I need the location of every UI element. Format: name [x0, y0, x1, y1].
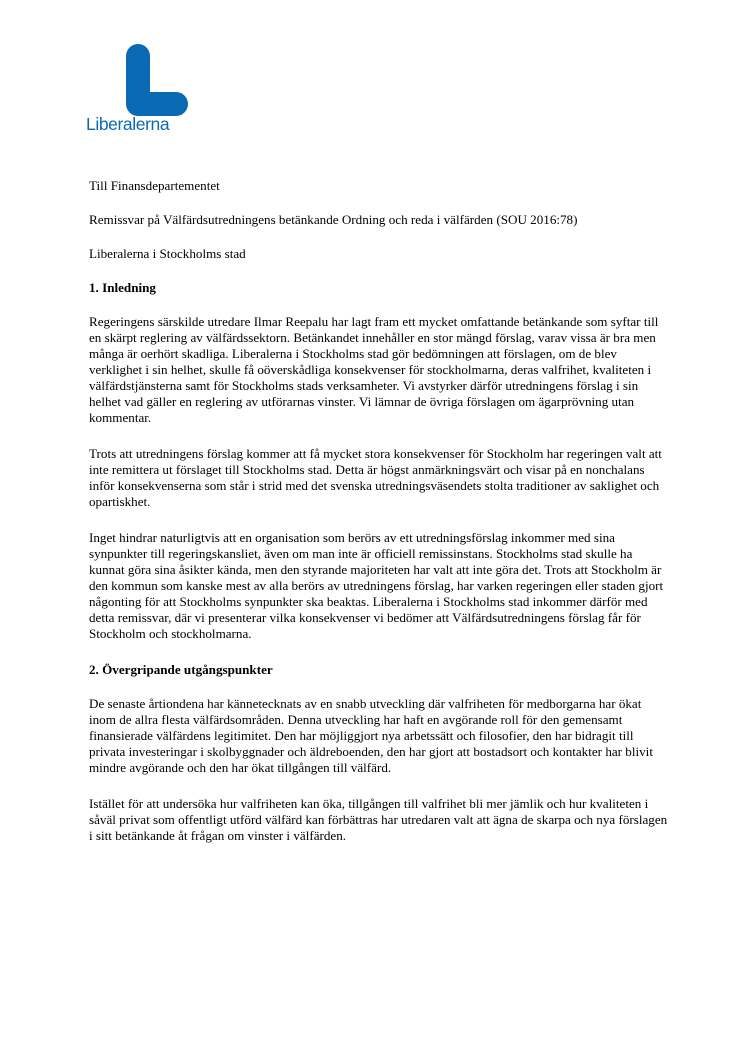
liberalerna-logo	[86, 44, 196, 136]
letter-body	[89, 178, 669, 864]
section-heading-utgangspunkter: 2. Övergripande utgångspunkter	[89, 662, 273, 677]
paragraph: Inget hindrar naturligtvis att en organisation som berörs av ett utredningsförslag inkommer med sina synpunkter till regeringskansliet, även om man inte är officiell remissinstans. Stockholms stad skulle ha kunnat göra sina åsikter kända, men den styrande majoriteten har valt att inte göra det. Trots att Stockholm är den kommun som kanske mest av alla berörs av utredningens förslag, har varken regeringen eller staden gjort någonting för att Stockholms synpunkter ska beaktas. Liberalerna i Stockholms stad inkommer därför med detta remissvar, där vi presenterar vilka konsekvenser vi bedömer att Välfärdsutredningens förslag får för Stockholm och stockholmarna.	[89, 530, 664, 641]
paragraph: Trots att utredningens förslag kommer att få mycket stora konsekvenser för Stockholm har regeringen valt att inte remittera ut förslaget till Stockholms stad. Detta är högst anmärkningsvärt och visar på en nonchalans inför konsekvenserna som står i strid med det svenska utredningsväsendets stolta traditioner av saklighet och opartiskhet.	[89, 446, 662, 509]
liberalerna-l-logo-icon	[126, 44, 188, 116]
sender-line: Liberalerna i Stockholms stad	[89, 246, 246, 261]
paragraph: De senaste årtiondena har kännetecknats av en snabb utveckling där valfriheten för medborgarna har ökat inom de allra flesta välfärdsområden. Denna utveckling har haft en avgörande roll för den gemensamt finansierade välfärdens legitimitet. Den har möjliggjort nya arbetssätt och filosofier, den har bidragit till privata investeringar i skolbyggnader och äldreboenden, den har gjort att bostadsort och kontakter har blivit mindre avgörande och den har ökat tillgången till välfärd.	[89, 696, 653, 775]
paragraph: Regeringens särskilde utredare Ilmar Reepalu har lagt fram ett mycket omfattande betänkande som syftar till en skärpt reglering av välfärdssektorn. Betänkandet innehåller en stor mängd förslag, varav vissa är bra men många är oerhört skadliga. Liberalerna i Stockholms stad gör bedömningen att förslagen, om de blev verklighet i sin helhet, skulle få oöverskådliga konsekvenser för stockholmarna, deras valfrihet, kvaliteten i välfärdstjänsterna samt för Stockholms stads verksamheter. Vi avstyrker därför utredningens förslag i sin helhet vad gäller en reglering av utförarnas vinster. Vi lämnar de övriga förslagen om ägarprövning utan kommentar.	[89, 314, 659, 425]
addressee: Till Finansdepartementet	[89, 178, 220, 193]
paragraph: Istället för att undersöka hur valfriheten kan öka, tillgången till valfrihet bli mer jämlik och hur kvaliteten i såväl privat som offentligt utförd välfärd kan förbättras har utredaren valt att ägna de skarpa och nya förslagen i sitt betänkande åt frågan om vinster i välfärden.	[89, 796, 668, 843]
section-heading-inledning: 1. Inledning	[89, 280, 156, 295]
logo-wordmark: Liberalerna	[86, 114, 170, 134]
subject-line: Remissvar på Välfärdsutredningens betänkande Ordning och reda i välfärden (SOU 2016:78)	[89, 212, 578, 227]
